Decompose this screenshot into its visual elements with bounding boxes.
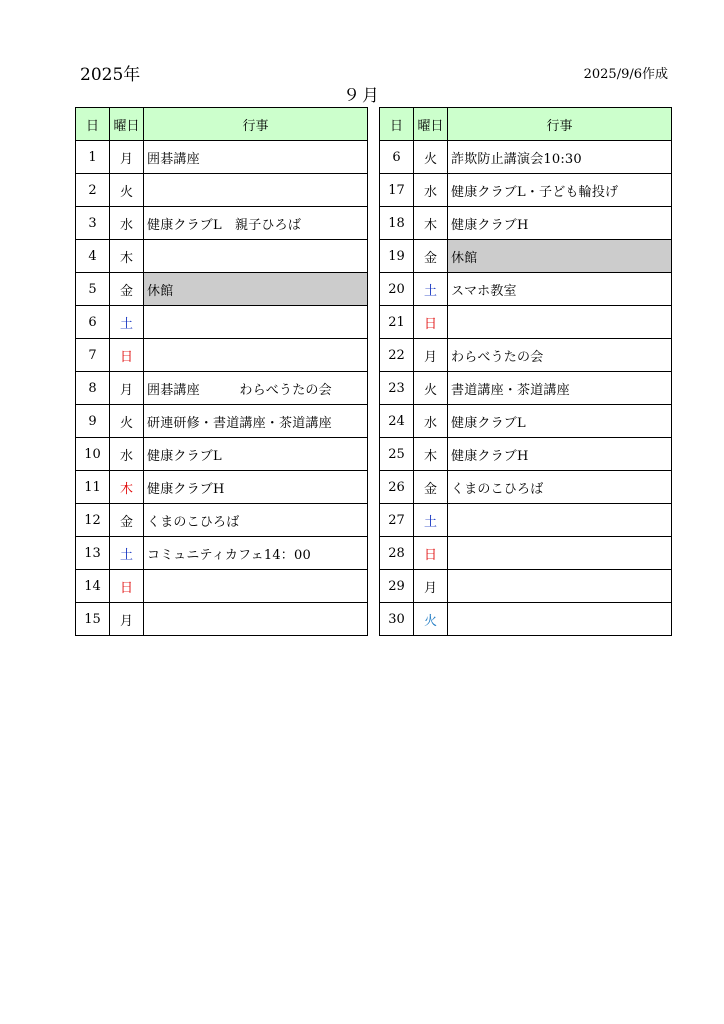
event-cell: 健康クラブH [144,471,368,504]
month-title: ９月 [343,86,381,106]
table-row [380,339,672,372]
day-cell: 6 [76,306,110,339]
weekday-cell: 水 [414,174,448,207]
event-column-header: 行事 [144,108,368,141]
event-cell: スマホ教室 [448,273,672,306]
event-cell [144,570,368,603]
day-cell: 18 [380,207,414,240]
table-row [380,504,672,537]
year-label: 2025年 [80,65,141,85]
table-row [76,141,368,174]
weekday-cell: 月 [110,603,144,636]
table-header-row [380,108,672,141]
table-row [380,471,672,504]
event-cell [144,306,368,339]
day-cell: 12 [76,504,110,537]
table-row [76,273,368,306]
weekday-cell: 月 [110,372,144,405]
event-cell [448,537,672,570]
event-cell [144,339,368,372]
weekday-cell: 火 [414,141,448,174]
event-cell: くまのこひろば [448,471,672,504]
table-row [76,537,368,570]
event-cell: くまのこひろば [144,504,368,537]
day-cell: 26 [380,471,414,504]
weekday-column-header: 曜日 [414,108,448,141]
table-row [76,240,368,273]
table-header-row [76,108,368,141]
day-cell: 29 [380,570,414,603]
day-cell: 7 [76,339,110,372]
day-cell: 6 [380,141,414,174]
saturday-weekday-cell: 土 [110,537,144,570]
table-row [76,438,368,471]
event-cell [448,603,672,636]
event-column-header: 行事 [448,108,672,141]
weekday-cell: 木 [110,240,144,273]
table-row [76,405,368,438]
table-row [76,339,368,372]
day-cell: 2 [76,174,110,207]
event-cell: 健康クラブH [448,207,672,240]
weekday-cell: 木 [414,438,448,471]
table-row [76,603,368,636]
table-row [380,141,672,174]
schedule-table-left [75,107,368,636]
event-cell [144,240,368,273]
table-row [76,471,368,504]
weekday-cell: 火 [414,372,448,405]
event-cell: 研連研修・書道講座・茶道講座 [144,405,368,438]
event-cell [144,174,368,207]
event-cell: 健康クラブL [144,438,368,471]
event-cell: 健康クラブH [448,438,672,471]
table-row [380,603,672,636]
day-cell: 3 [76,207,110,240]
day-cell: 30 [380,603,414,636]
weekday-cell: 水 [110,207,144,240]
day-cell: 14 [76,570,110,603]
created-date: 2025/9/6作成 [583,67,668,82]
table-row [380,174,672,207]
closed-event-cell: 休館 [448,240,672,273]
day-cell: 17 [380,174,414,207]
day-cell: 11 [76,471,110,504]
day-cell: 25 [380,438,414,471]
day-cell: 20 [380,273,414,306]
event-cell [144,603,368,636]
weekday-cell: 月 [110,141,144,174]
event-cell: 健康クラブL 親子ひろば [144,207,368,240]
sunday-weekday-cell: 日 [110,570,144,603]
table-row [380,273,672,306]
day-cell: 13 [76,537,110,570]
day-cell: 4 [76,240,110,273]
table-row [380,306,672,339]
weekday-cell: 月 [414,339,448,372]
weekday-column-header: 曜日 [110,108,144,141]
highlighted-weekday-cell: 木 [110,471,144,504]
day-cell: 28 [380,537,414,570]
table-row [380,240,672,273]
table-row [76,372,368,405]
table-row [380,570,672,603]
day-column-header: 日 [76,108,110,141]
day-cell: 21 [380,306,414,339]
day-cell: 8 [76,372,110,405]
event-cell: わらべうたの会 [448,339,672,372]
weekday-cell: 水 [414,405,448,438]
weekday-cell: 火 [110,174,144,207]
day-cell: 1 [76,141,110,174]
table-row [76,570,368,603]
weekday-cell: 月 [414,570,448,603]
weekday-cell: 金 [414,471,448,504]
highlighted-weekday-cell: 火 [414,603,448,636]
event-cell [448,504,672,537]
saturday-weekday-cell: 土 [414,504,448,537]
table-row [380,537,672,570]
closed-event-cell: 休館 [144,273,368,306]
table-row [76,306,368,339]
day-cell: 9 [76,405,110,438]
day-cell: 19 [380,240,414,273]
day-cell: 15 [76,603,110,636]
event-cell: 詐欺防止講演会10:30 [448,141,672,174]
table-row [380,372,672,405]
event-cell [448,306,672,339]
saturday-weekday-cell: 土 [110,306,144,339]
event-cell: 書道講座・茶道講座 [448,372,672,405]
day-cell: 10 [76,438,110,471]
day-cell: 22 [380,339,414,372]
table-row [76,207,368,240]
weekday-cell: 水 [110,438,144,471]
table-row [380,438,672,471]
schedule-table-right [379,107,672,636]
event-cell: 囲碁講座 [144,141,368,174]
day-cell: 23 [380,372,414,405]
weekday-cell: 金 [110,504,144,537]
weekday-cell: 金 [110,273,144,306]
day-cell: 5 [76,273,110,306]
weekday-cell: 金 [414,240,448,273]
table-row [380,207,672,240]
event-cell [448,570,672,603]
event-cell: コミュニティカフェ14：00 [144,537,368,570]
sunday-weekday-cell: 日 [414,537,448,570]
event-cell: 健康クラブL・子ども輪投げ [448,174,672,207]
day-cell: 24 [380,405,414,438]
weekday-cell: 木 [414,207,448,240]
table-row [76,174,368,207]
event-cell: 囲碁講座 わらべうたの会 [144,372,368,405]
sunday-weekday-cell: 日 [110,339,144,372]
weekday-cell: 火 [110,405,144,438]
event-cell: 健康クラブL [448,405,672,438]
day-cell: 27 [380,504,414,537]
table-row [76,504,368,537]
table-row [380,405,672,438]
saturday-weekday-cell: 土 [414,273,448,306]
day-column-header: 日 [380,108,414,141]
sunday-weekday-cell: 日 [414,306,448,339]
